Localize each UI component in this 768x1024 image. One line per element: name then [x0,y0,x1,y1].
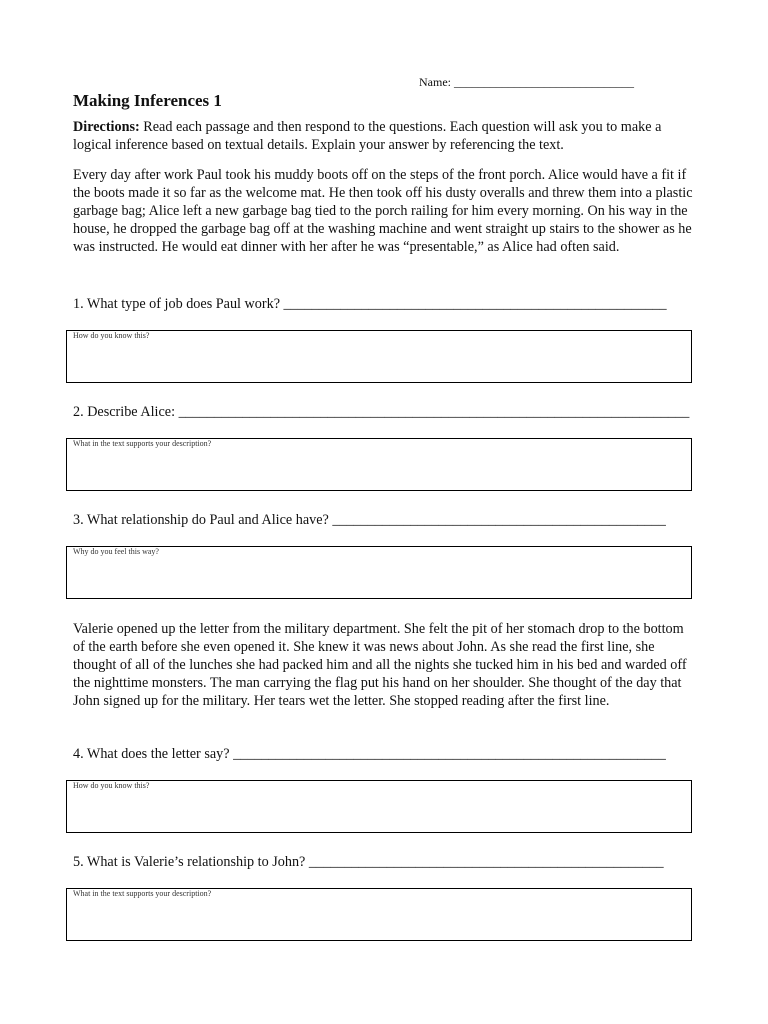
question-1[interactable]: 1. What type of job does Paul work? ______________________________________________________ [73,296,667,312]
question-2[interactable]: 2. Describe Alice: ________________________________________________________________________ [73,404,690,420]
answer-box-4[interactable] [66,780,692,833]
directions-label: Directions: [73,119,140,135]
answer-prompt-3: Why do you feel this way? [73,547,159,556]
directions-text: Read each passage and then respond to the questions. Each question will ask you to make a logical inference based on textual details. Explain your answer by referencing the text. [73,119,662,153]
answer-box-1[interactable] [66,330,692,383]
directions [73,118,697,154]
question-3[interactable]: 3. What relationship do Paul and Alice have? _______________________________________________ [73,512,666,528]
name-field[interactable]: Name: ______________________________ [419,75,634,89]
answer-prompt-1: How do you know this? [73,331,150,340]
passage-paul-alice: Every day after work Paul took his muddy boots off on the steps of the front porch. Alice would have a fit if the boots made it so far as the welcome mat. He then took off his dusty overalls and threw them into a plastic garbage bag; Alice left a new garbage bag tied to the porch railing for him every morning. On his way in the house, he dropped the garbage bag off at the washing machine and went straight up stairs to the shower as he was instructed. He would eat dinner with her after he was “presentable,” as Alice had often said. [73,167,693,255]
answer-box-5[interactable] [66,888,692,941]
answer-prompt-4: How do you know this? [73,781,150,790]
passage-valerie-john: Valerie opened up the letter from the military department. She felt the pit of her stomach drop to the bottom of the earth before she even opened it. She knew it was news about John. As she read the first line, she thought of all of the lunches she had packed him and all the nights she tucked him in his bed and warded off the nighttime monsters. The man carrying the flag put his hand on her shoulder. She thought of the day that John signed up for the military. Her tears wet the letter. She stopped reading after the first line. [73,621,687,709]
answer-box-3[interactable] [66,546,692,599]
answer-prompt-2: What in the text supports your description? [73,439,212,448]
question-5[interactable]: 5. What is Valerie’s relationship to John? __________________________________________________ [73,854,664,870]
question-4[interactable]: 4. What does the letter say? _____________________________________________________________ [73,746,666,762]
answer-prompt-5: What in the text supports your description? [73,889,212,898]
answer-box-2[interactable] [66,438,692,491]
worksheet-title: Making Inferences 1 [73,91,222,110]
